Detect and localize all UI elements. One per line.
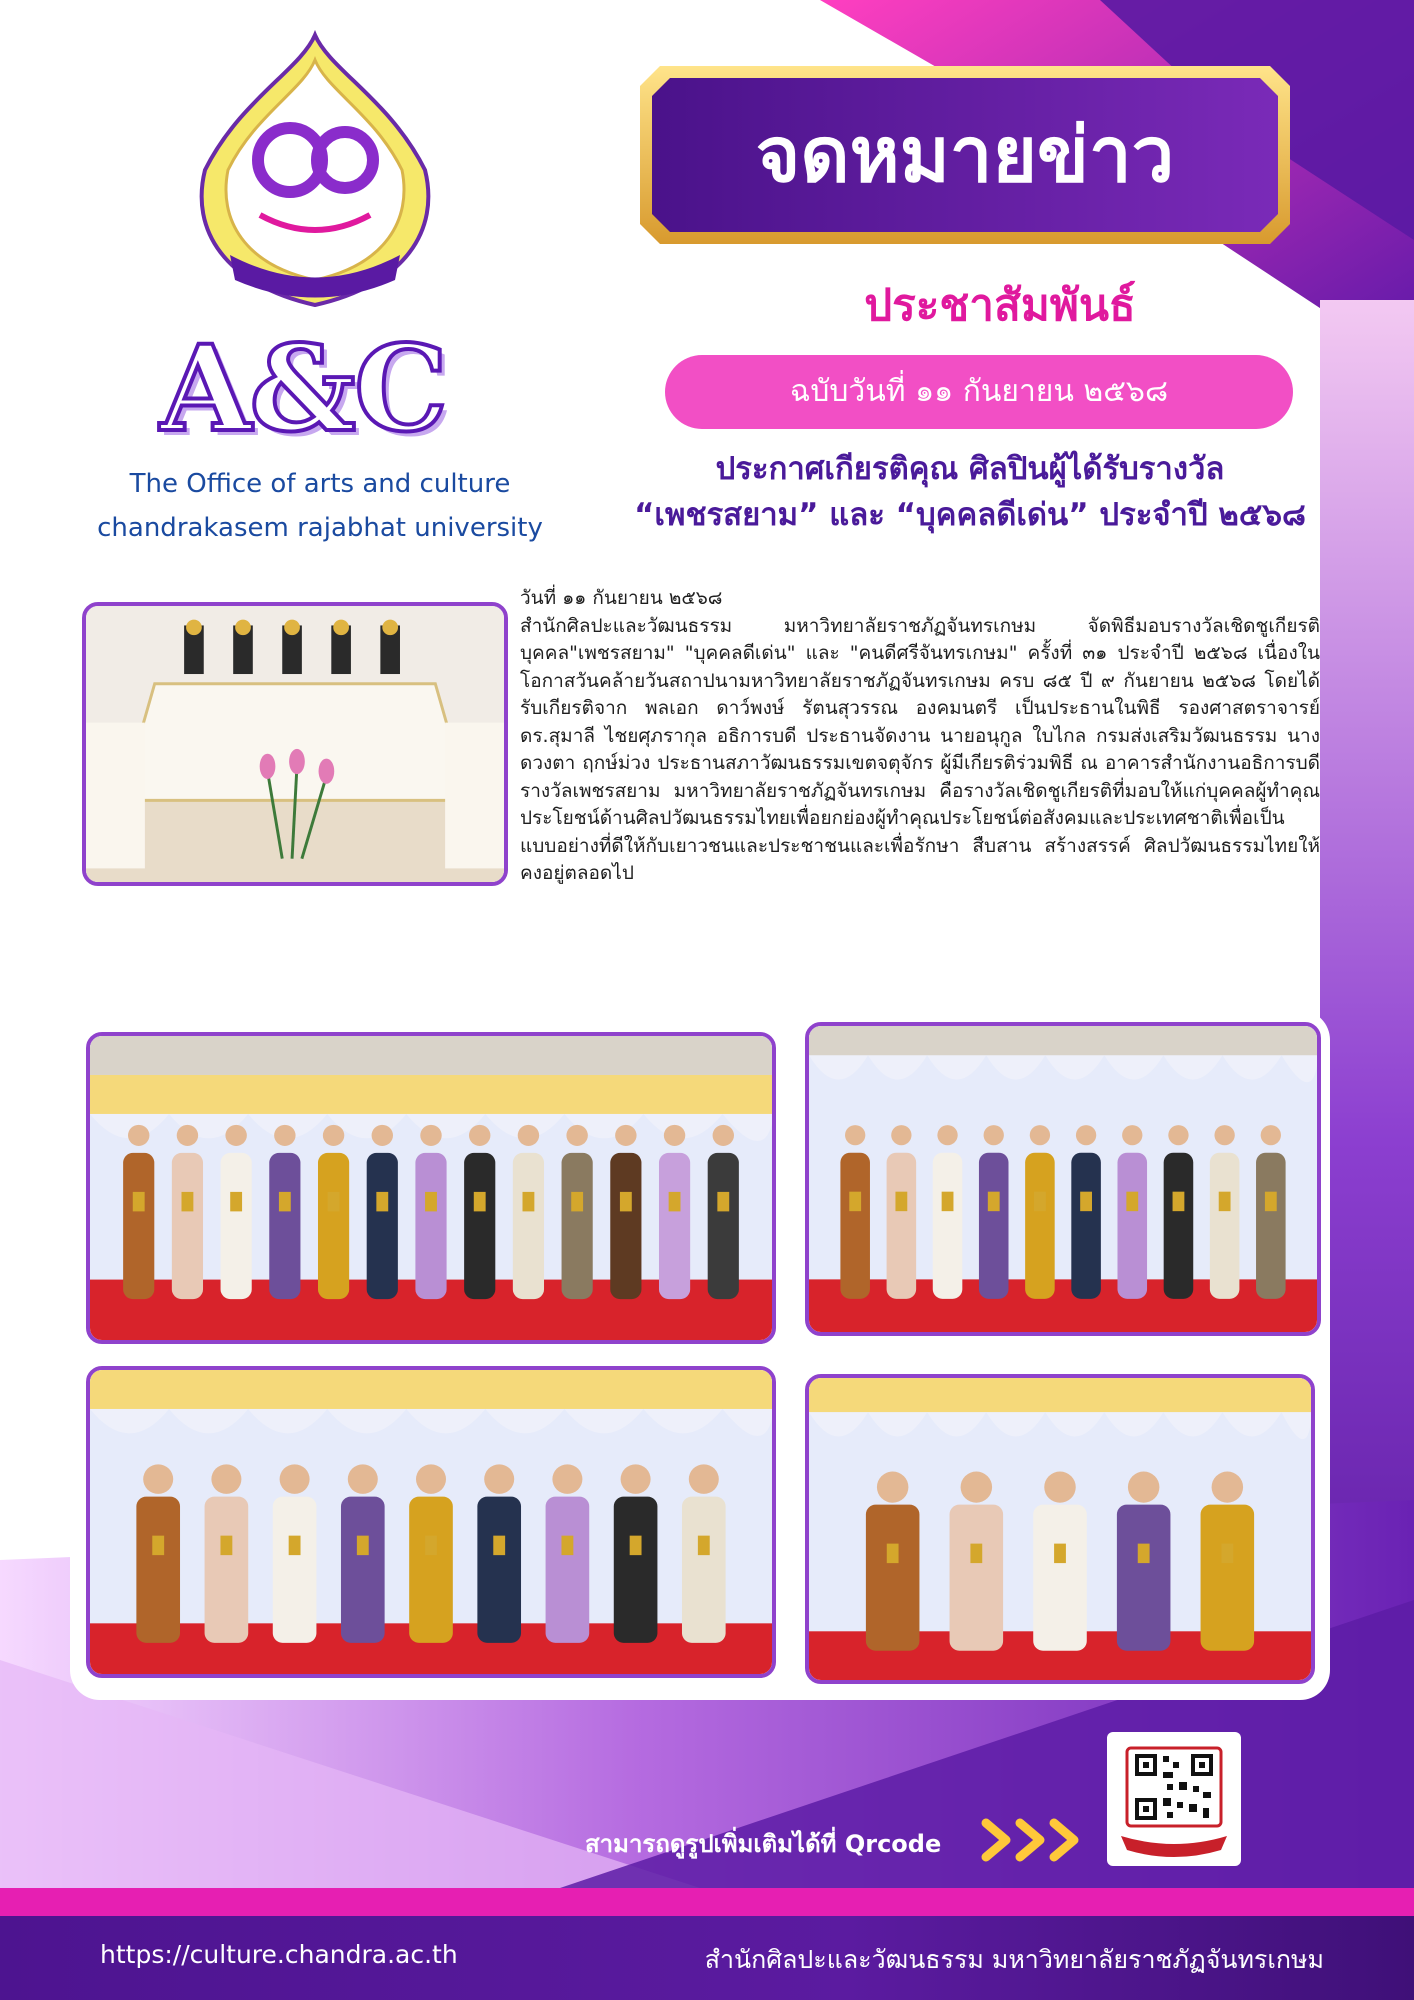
award-trophy <box>328 1192 340 1211</box>
person-figure <box>136 1497 180 1643</box>
photo-group-1 <box>86 1032 776 1344</box>
person-head <box>1122 1125 1142 1145</box>
chevron-right-icon <box>978 1815 1088 1865</box>
award-trophy <box>630 1536 642 1555</box>
person-head <box>274 1125 295 1146</box>
footer-org-name: สำนักศิลปะและวัฒนธรรม มหาวิทยาลัยราชภัฏจันทรเกษม <box>704 1945 1324 1974</box>
person-figure <box>979 1153 1009 1299</box>
award-trophy <box>133 1192 145 1211</box>
person-figure <box>273 1497 317 1643</box>
qr-code-icon[interactable] <box>1107 1732 1241 1866</box>
award-trophy <box>220 1536 232 1555</box>
person-head <box>1168 1125 1188 1145</box>
person-figure <box>367 1153 398 1299</box>
person-figure <box>464 1153 495 1299</box>
person-head <box>211 1464 241 1494</box>
person-figure <box>1033 1505 1087 1651</box>
person-figure <box>1071 1153 1101 1299</box>
award-trophy <box>669 1192 681 1211</box>
person-figure <box>887 1153 917 1299</box>
award-trophy <box>571 1192 583 1211</box>
person-figure <box>840 1153 870 1299</box>
office-name-line2: chandrakasem rajabhat university <box>97 513 543 543</box>
newsletter-banner <box>640 66 1290 244</box>
person-head <box>877 1472 908 1503</box>
person-figure <box>950 1505 1004 1651</box>
award-trophy <box>289 1536 301 1555</box>
person-head <box>469 1125 490 1146</box>
person-head <box>484 1464 514 1494</box>
person-head <box>372 1125 393 1146</box>
award-trophy <box>1173 1192 1185 1211</box>
photo-group-2 <box>805 1022 1321 1336</box>
person-figure <box>123 1153 154 1299</box>
person-head <box>891 1125 911 1145</box>
person-figure <box>933 1153 963 1299</box>
ac-logo-text: A&C <box>160 319 447 458</box>
person-head <box>845 1125 865 1145</box>
person-figure <box>1210 1153 1240 1299</box>
award-trophy <box>887 1544 899 1563</box>
award-trophy <box>895 1192 907 1211</box>
person-head <box>348 1464 378 1494</box>
award-trophy <box>1080 1192 1092 1211</box>
person-head <box>1214 1125 1234 1145</box>
photo-group-4 <box>805 1374 1315 1684</box>
person-figure <box>172 1153 203 1299</box>
person-figure <box>221 1153 252 1299</box>
person-head <box>566 1125 587 1146</box>
person-figure <box>1117 1153 1147 1299</box>
person-head <box>518 1125 539 1146</box>
person-figure <box>866 1505 920 1651</box>
person-figure <box>205 1497 249 1643</box>
award-trophy <box>1219 1192 1231 1211</box>
person-figure <box>562 1153 593 1299</box>
article-paragraph: สำนักศิลปะและวัฒนธรรม มหาวิทยาลัยราชภัฏจันทรเกษม จัดพิธีมอบรางวัลเชิดชูเกียรติบุคคล"เพชรสยาม" "บุคคลดีเด่น" และ "คนดีศรีจันทรเกษม" ครั้งที่ ๓๑ ประจำปี ๒๕๖๘ เนื่องในโอกาสวันคล้ายวันสถาปนามหาวิทยาลัยราชภัฏจันทรเกษม ครบ ๘๕ ปี ๙ กันยายน ๒๕๖๘ โดยได้รับเกียรติจาก พลเอก ดาว์พงษ์ รัตนสุวรรณ องคมนตรี เป็นประธานในพิธี รองศาสตราจารย์ ดร.สุมาลี ไชยศุภรากุล อธิการบดี ประธานจัดงาน นายอนุกูล ใบไกล กรมส่งเสริมวัฒนธรรม นางดวงตา ฤกษ์ม่วง ประธานสภาวัฒนธรรมเขตจตุจักร ผู้มีเกียรติร่วมพิธี ณ อาคารสำนักงานอธิการบดี รางวัลเพชรสยาม มหาวิทยาลัยราชภัฏจันทรเกษม คือรางวัลเชิดชูเกียรติที่มอบให้แก่บุคคลผู้ทำคุณประโยชน์ด้านศิลปวัฒนธรรมไทยเพื่อยกย่องผู้ทำคุณประโยชน์ต่อสังคมและประเทศชาติเพื่อเป็นแบบอย่างที่ดีให้กับเยาวชนและประชาชนและเพื่อรักษา สืบสาน สร้างสรรค์ ศิลปวัฒนธรรมไทยให้คงอยู่ตลอดไป <box>520 614 1320 884</box>
person-figure <box>1256 1153 1286 1299</box>
person-figure <box>415 1153 446 1299</box>
photo-awards-table <box>82 602 508 886</box>
award-trophy <box>425 1192 437 1211</box>
person-head <box>420 1125 441 1146</box>
headline-line1: ประกาศเกียรติคุณ ศิลปินผู้ได้รับรางวัล <box>715 451 1225 487</box>
person-figure <box>546 1497 590 1643</box>
award-trophy <box>1054 1544 1066 1563</box>
website-link[interactable]: https://culture.chandra.ac.th <box>100 1940 458 1969</box>
award-trophy <box>620 1192 632 1211</box>
issue-date-badge: ฉบับวันที่ ๑๑ กันยายน ๒๕๖๘ <box>665 355 1293 429</box>
person-figure <box>409 1497 453 1643</box>
award-trophy <box>279 1192 291 1211</box>
person-head <box>713 1125 734 1146</box>
newsletter-title: จดหมายข่าว <box>755 110 1175 199</box>
person-head <box>664 1125 685 1146</box>
person-figure <box>1201 1505 1255 1651</box>
person-head <box>280 1464 310 1494</box>
person-head <box>177 1125 198 1146</box>
award-trophy <box>230 1192 242 1211</box>
person-head <box>1212 1472 1243 1503</box>
award-trophy <box>152 1536 164 1555</box>
award-trophy <box>970 1544 982 1563</box>
person-figure <box>269 1153 300 1299</box>
person-head <box>1044 1472 1075 1503</box>
person-figure <box>1117 1505 1171 1651</box>
article-body <box>520 585 1320 888</box>
award-trophy <box>849 1192 861 1211</box>
person-head <box>615 1125 636 1146</box>
person-figure <box>682 1497 726 1643</box>
person-head <box>143 1464 173 1494</box>
person-head <box>128 1125 149 1146</box>
award-trophy <box>1138 1544 1150 1563</box>
person-head <box>984 1125 1004 1145</box>
award-trophy <box>561 1536 573 1555</box>
award-trophy <box>698 1536 710 1555</box>
person-figure <box>513 1153 544 1299</box>
award-trophy <box>1221 1544 1233 1563</box>
person-head <box>689 1464 719 1494</box>
award-trophy <box>357 1536 369 1555</box>
person-figure <box>341 1497 385 1643</box>
award-trophy <box>425 1536 437 1555</box>
person-head <box>416 1464 446 1494</box>
award-trophy <box>1126 1192 1138 1211</box>
person-figure <box>1164 1153 1194 1299</box>
award-trophy <box>988 1192 1000 1211</box>
person-head <box>552 1464 582 1494</box>
person-figure <box>659 1153 690 1299</box>
award-trophy <box>522 1192 534 1211</box>
article-date: วันที่ ๑๑ กันยายน ๒๕๖๘ <box>520 587 723 609</box>
award-trophy <box>181 1192 193 1211</box>
person-figure <box>610 1153 641 1299</box>
headline-line2: “เพชรสยาม” และ “บุคคลดีเด่น” ประจำปี ๒๕๖๘ <box>634 497 1306 533</box>
person-head <box>621 1464 651 1494</box>
photo-group-3 <box>86 1366 776 1678</box>
seal-emblem-icon <box>190 30 440 310</box>
award-trophy <box>717 1192 729 1211</box>
person-figure <box>1025 1153 1055 1299</box>
office-name <box>60 462 580 550</box>
award-trophy <box>1034 1192 1046 1211</box>
award-trophy <box>1265 1192 1277 1211</box>
person-figure <box>477 1497 521 1643</box>
person-head <box>1261 1125 1281 1145</box>
footer-accent-bar <box>0 1888 1414 1916</box>
person-head <box>225 1125 246 1146</box>
person-figure <box>708 1153 739 1299</box>
headline <box>540 446 1400 538</box>
person-head <box>1076 1125 1096 1145</box>
person-figure <box>614 1497 658 1643</box>
person-head <box>1030 1125 1050 1145</box>
award-trophy <box>474 1192 486 1211</box>
award-trophy <box>942 1192 954 1211</box>
person-figure <box>318 1153 349 1299</box>
qr-caption: สามารถดูรูปเพิ่มเติมได้ที่ Qrcode <box>585 1830 942 1858</box>
person-head <box>961 1472 992 1503</box>
person-head <box>323 1125 344 1146</box>
group-photo-1-illustration <box>90 1036 772 1340</box>
person-head <box>937 1125 957 1145</box>
award-trophy <box>376 1192 388 1211</box>
person-head <box>1128 1472 1159 1503</box>
subtitle: ประชาสัมพันธ์ <box>864 280 1136 331</box>
office-name-line1: The Office of arts and culture <box>129 469 511 499</box>
award-trophy <box>493 1536 505 1555</box>
